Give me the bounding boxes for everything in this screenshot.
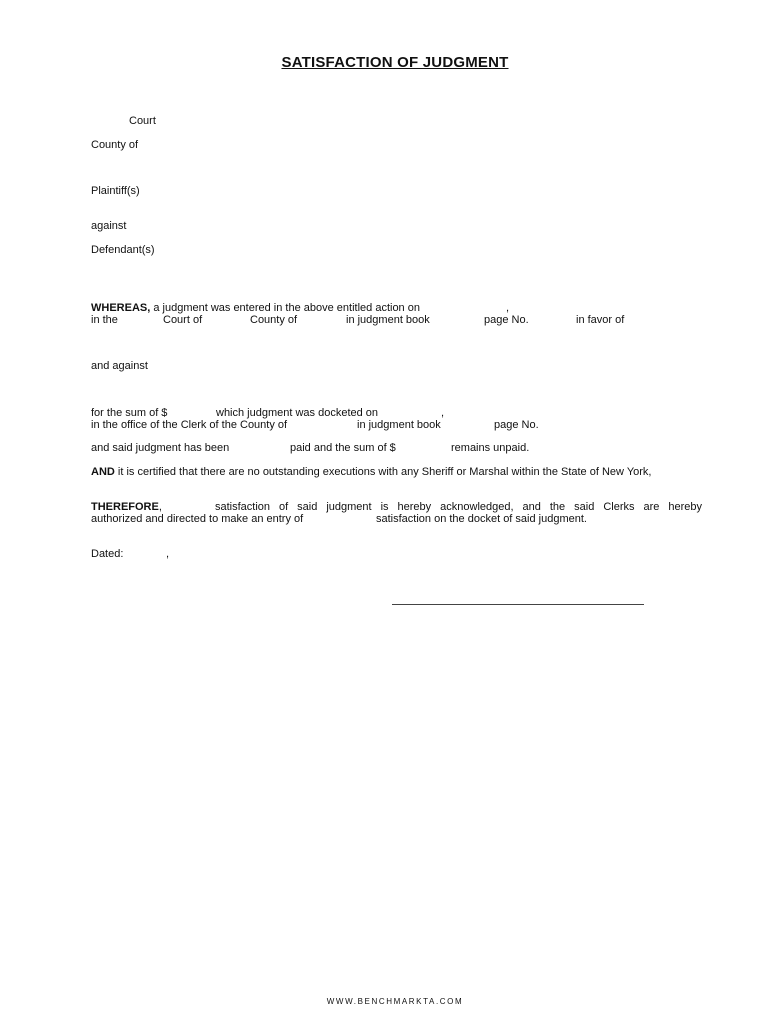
document-title: SATISFACTION OF JUDGMENT (281, 54, 509, 71)
whereas-judgment-book: in judgment book (346, 314, 430, 326)
remains-unpaid-label: remains unpaid. (451, 442, 530, 454)
court-label: Court (129, 115, 156, 127)
plaintiffs-label: Plaintiff(s) (91, 185, 140, 197)
whereas-comma: , (506, 302, 510, 314)
sum-judgment-book: in judgment book (357, 419, 441, 431)
whereas-lead: WHEREAS, (91, 302, 151, 314)
clerk-office-label: in the office of the Clerk of the County of (91, 419, 288, 431)
and-clause (91, 466, 703, 478)
whereas-page-no: page No. (484, 314, 529, 326)
dated-comma: , (166, 548, 170, 560)
against-label: against (91, 220, 127, 232)
therefore-text-2a: authorized and directed to make an entry of (91, 513, 304, 525)
whereas-court-of: Court of (163, 314, 203, 326)
sum-page-no: page No. (494, 419, 539, 431)
therefore-text-1: satisfaction of said judgment is hereby acknowledged, and the said Clerks are hereby (215, 501, 702, 513)
dated-label: Dated: (91, 548, 124, 560)
defendants-label: Defendant(s) (91, 244, 155, 256)
paid-sum-label: paid and the sum of $ (290, 442, 396, 454)
whereas-text: a judgment was entered in the above entitled action on (153, 302, 420, 314)
signature-line (392, 598, 644, 605)
county-of-label: County of (91, 139, 139, 151)
whereas-county-of: County of (250, 314, 298, 326)
therefore-text-2b: satisfaction on the docket of said judgment. (376, 513, 587, 525)
and-against-label: and against (91, 360, 148, 372)
therefore-lead: THEREFORE (91, 501, 159, 513)
sum-label: for the sum of $ (91, 407, 168, 419)
therefore-comma: , (158, 501, 162, 513)
paid-label: and said judgment has been (91, 442, 230, 454)
footer-url: WWW.BENCHMARKTA.COM (326, 997, 464, 1006)
and-lead: AND (91, 466, 115, 478)
docketed-comma: , (441, 407, 445, 419)
whereas-in-favor-of: in favor of (576, 314, 625, 326)
whereas-in-the: in the (91, 314, 118, 326)
and-text: it is certified that there are no outstanding executions with any Sheriff or Marshal within the State of New York, (117, 466, 652, 478)
docketed-on-label: which judgment was docketed on (216, 407, 379, 419)
